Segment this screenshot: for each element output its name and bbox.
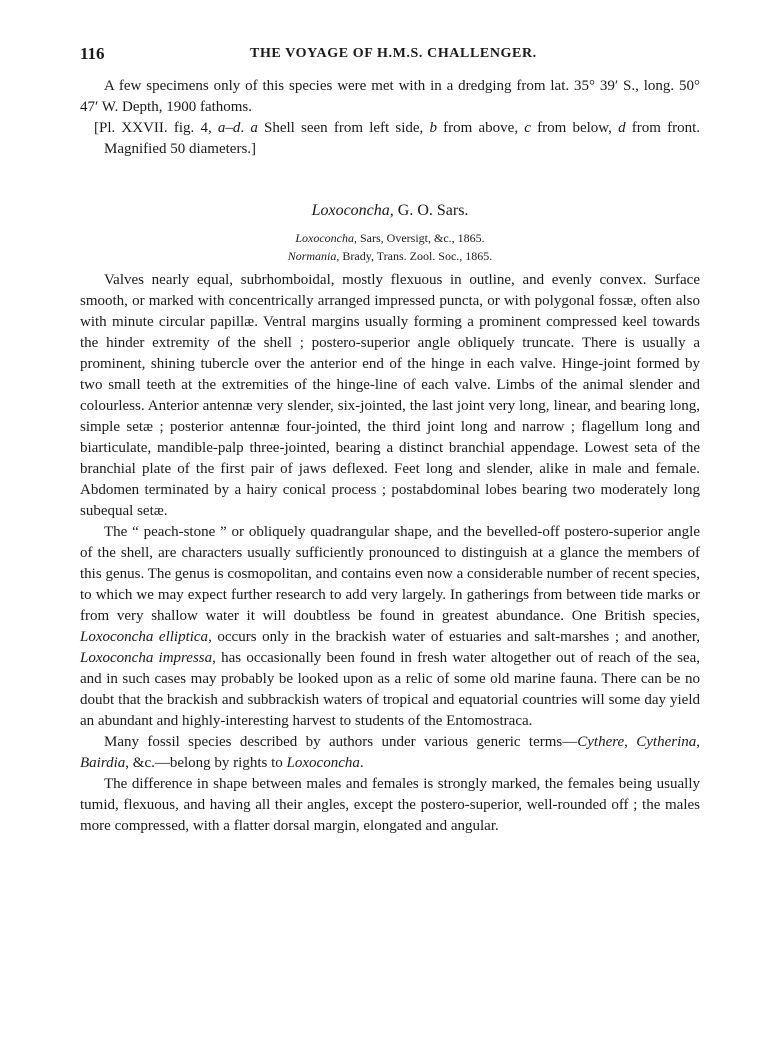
genus-title xyxy=(80,200,700,221)
page-header xyxy=(80,44,700,66)
sexual-dimorphism-paragraph: The difference in shape between males and females is strongly marked, the females being usually tumid, flexuous, and having all their angles, except the postero-superior, well-rounded off ; the males more compressed, with a flatter dorsal margin, elongated and angular. xyxy=(80,776,700,834)
genus-description xyxy=(80,270,700,837)
locality-paragraph: A few specimens only of this species were met with in a dredging from lat. 35° 39′ S., long. 50° 47′ W. Depth, 1900 fathoms. xyxy=(80,78,700,115)
species-remarks xyxy=(80,76,700,160)
genus-author: , G. O. Sars. xyxy=(389,202,469,219)
plate-reference: [Pl. XXVII. fig. 4, a–d. a Shell seen from left side, b from above, c from below, d from front. Magnified 50 diameters.] xyxy=(94,120,701,157)
diagnosis-paragraph: Valves nearly equal, subrhomboidal, mostly flexuous in outline, and evenly convex. Surface smooth, or marked with concentrically arranged impressed puncta, or with polygonal fossæ, often also with minute circular papillæ. Ventral margins usually forming a prominent compressed keel towards the hinder extremity of the shell ; postero-superior angle obliquely truncate. There is usually a prominent, shining tubercle over the anterior end of the hinge in each valve. Hinge-joint formed by two small teeth at the extremities of the hinge-line of each valve. Limbs of the animal slender and colourless. Anterior antennæ very slender, six-jointed, the last joint very long, linear, and bearing long, simple setæ ; posterior antennæ four-jointed, the third joint long and narrow ; flagellum long and biarticulate, mandible-palp three-jointed, bearing a distinct branchial appendage. Lowest seta of the branchial plate of the first pair of jaws deflexed. Feet long and slender, alike in male and female. Abdomen terminated by a hairy conical process ; postabdominal lobes bearing two moderately long subequal setæ. xyxy=(80,272,700,519)
genus-heading-block xyxy=(80,200,700,265)
synonymy-line: Normania, Brady, Trans. Zool. Soc., 1865. xyxy=(287,249,493,263)
page-number: 116 xyxy=(80,44,105,63)
synonymy-line: Loxoconcha, Sars, Oversigt, &c., 1865. xyxy=(295,231,485,245)
remarks-paragraph: The “ peach-stone ” or obliquely quadrangular shape, and the bevelled-off postero-superior angle of the shell, are characters usually sufficiently pronounced to distinguish at a glance the members of this genus. The genus is cosmopolitan, and contains even now a considerable number of recent species, to which we may expect further research to add very largely. In gatherings from between tide marks or from very shallow water it will doubtless be found in greatest abundance. One British species, Loxoconcha elliptica, occurs only in the brackish water of estuaries and salt-marshes ; and another, Loxoconcha impressa, has occasionally been found in fresh water altogether out of reach of the sea, and in such cases may probably be looked upon as a relic of some old marine fauna. There can be no doubt that the brackish and subbrackish waters of tropical and equatorial countries will some day yield an abundant and highly-interesting harvest to students of the Entomostraca. xyxy=(80,524,700,729)
fossil-species-paragraph: Many fossil species described by authors under various generic terms—Cythere, Cytherina, Bairdia, &c.—belong by rights to Loxoconcha. xyxy=(80,734,701,771)
genus-name: Loxoconcha xyxy=(311,202,390,219)
running-title: THE VOYAGE OF H.M.S. CHALLENGER. xyxy=(250,46,537,61)
